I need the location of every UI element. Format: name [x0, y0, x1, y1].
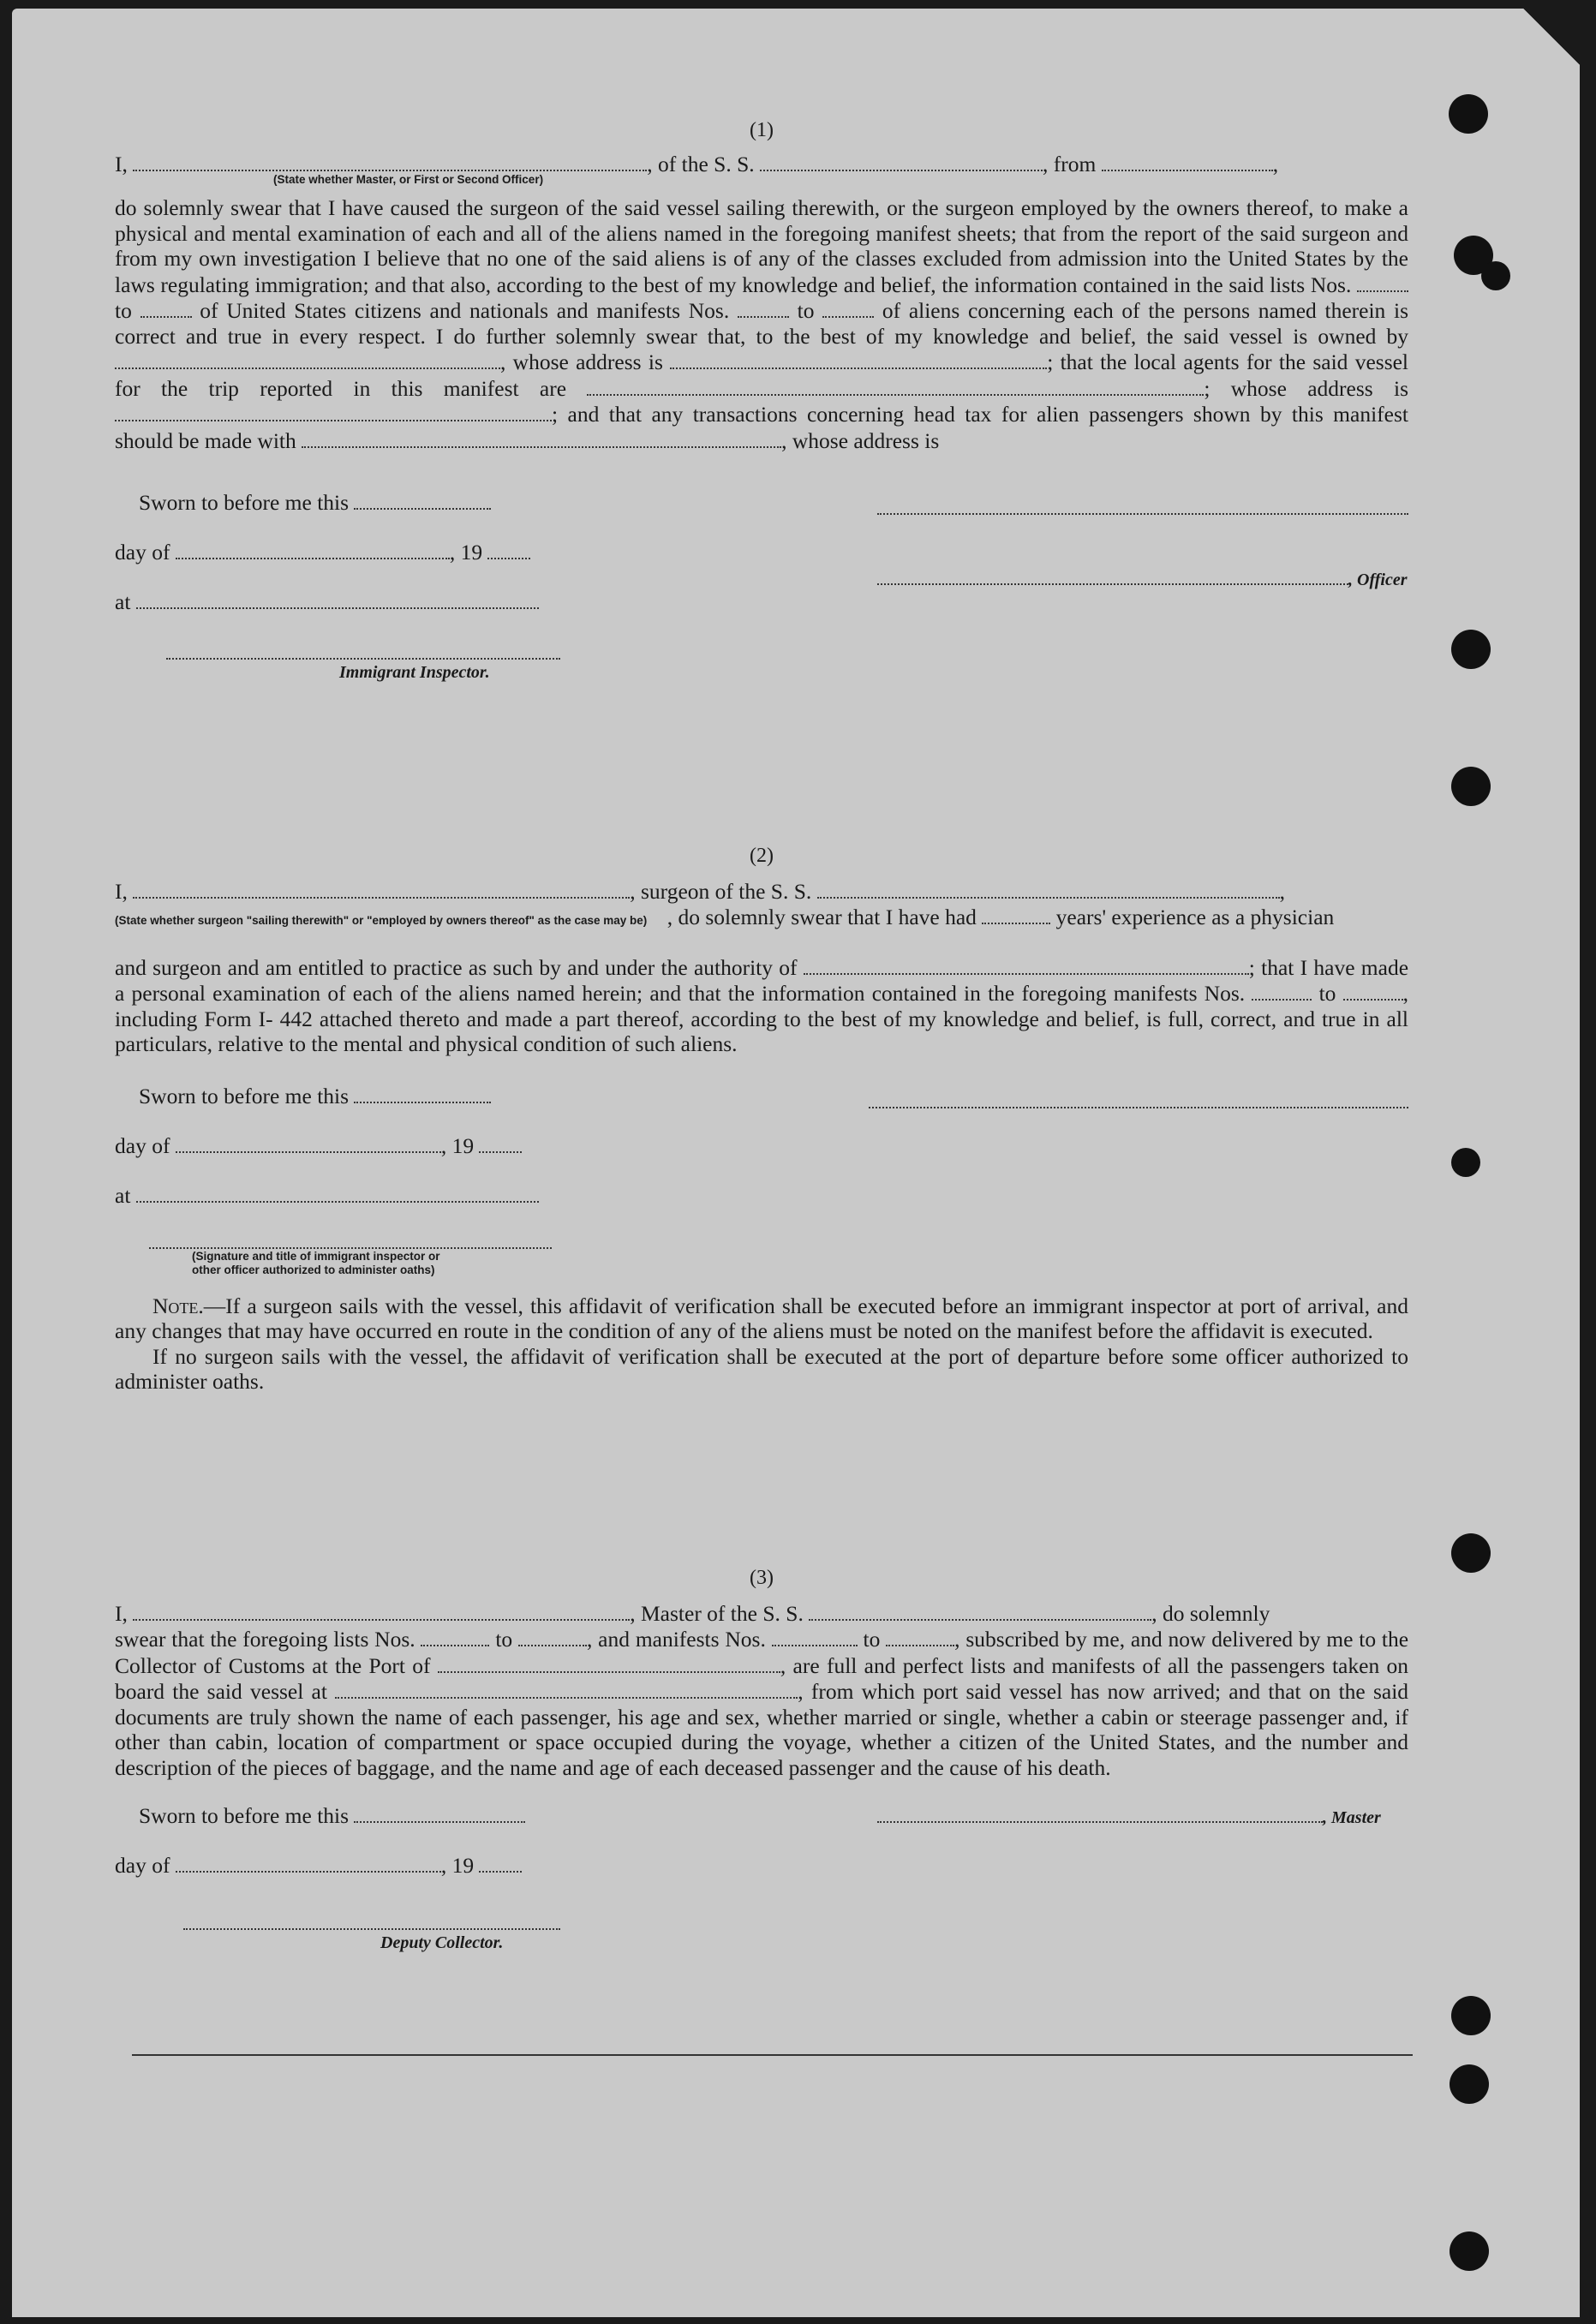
surgeon-line: I, , surgeon of the S. S. ,: [115, 878, 1286, 904]
owner-address-field[interactable]: [670, 349, 1047, 369]
vessel-name-field[interactable]: [809, 1600, 1151, 1621]
surgeon-status-note: (State whether surgeon "sailing therewith" or "employed by owners thereof" as the case may be): [115, 914, 648, 927]
punch-hole: [1451, 1148, 1480, 1177]
section-number: (1): [750, 119, 774, 141]
departure-port-field[interactable]: [1102, 151, 1273, 171]
page-corner-fold: [1520, 9, 1580, 137]
punch-hole: [1451, 1533, 1491, 1573]
lists-to-field[interactable]: [518, 1626, 587, 1646]
affidavit-surgeon: [115, 844, 1408, 1395]
day-of-field[interactable]: [176, 539, 450, 559]
collector-signature-field[interactable]: [183, 1909, 560, 1930]
punch-hole: [1449, 94, 1488, 134]
authority-field[interactable]: [804, 954, 1249, 975]
sworn-block-2: Sworn to before me this day of , 19 at (Signature and title of immigrant inspector or other officer authorized to administer oaths): [115, 1083, 1408, 1271]
lists-from-field[interactable]: [421, 1626, 489, 1646]
section-number: (2): [750, 845, 774, 867]
affidavit-master: [115, 118, 1408, 703]
agents-address-field[interactable]: [115, 401, 552, 421]
local-agents-field[interactable]: [587, 375, 1204, 396]
punch-hole: [1451, 767, 1491, 806]
officer-title-note: (State whether Master, or First or Second Officer): [273, 173, 544, 186]
inspector-signature-field[interactable]: [166, 639, 560, 660]
place-field[interactable]: [136, 1182, 539, 1203]
place-field[interactable]: [136, 588, 539, 609]
section-number: (3): [750, 1567, 774, 1589]
year-field[interactable]: [479, 1852, 522, 1873]
customs-port-field[interactable]: [438, 1652, 780, 1673]
affidavit-master-delivery: [115, 1566, 1408, 1974]
vessel-name-field[interactable]: [760, 151, 1043, 171]
manifests-to-field[interactable]: [822, 297, 874, 318]
year-field[interactable]: [487, 539, 530, 559]
note-paragraph: Note.—If a surgeon sails with the vessel, this affidavit of verification shall be executed before an immigrant inspector at port of arrival, and any changes that may have occurred en route in the condition of any of the aliens must be noted on the manifest before the affidavit is executed.: [115, 1293, 1408, 1343]
punch-hole: [1481, 261, 1510, 290]
manifests-to-field[interactable]: [1343, 980, 1403, 1001]
boarding-port-field[interactable]: [335, 1678, 798, 1699]
manifest-sheet: [12, 9, 1580, 2317]
manifests-from-field[interactable]: [738, 297, 789, 318]
manifests-to-field[interactable]: [886, 1626, 954, 1646]
inspector-label: Immigrant Inspector.: [339, 663, 490, 682]
delivery-paragraph: swear that the foregoing lists Nos. to , and manifests Nos. to , subscribed by me, and now delivered by me to the Collector of Customs at the Port of , are full and perfect lists and manifests of all the passengers taken on board the said vessel at , from which port said vessel has now arrived; and that on the said documents are truly shown the name of each passenger, his age and sex, whether married or single, whether a cabin or steerage passenger and, if other than cabin, location of compartment or space occupied during the voyage, whether a citizen of the United States, and the number and description of the pieces of baggage, and the name and age of each deceased passenger and the cause of his death.: [115, 1627, 1409, 1780]
day-of-field[interactable]: [176, 1852, 441, 1873]
surgeon-line-2: (State whether surgeon "sailing therewith" or "employed by owners thereof" as the case may be) , do solemnly swear that I have had years' experience as a physician: [115, 905, 1335, 929]
head-tax-contact-field[interactable]: [302, 427, 781, 448]
note-paragraph-2: If no surgeon sails with the vessel, the affidavit of verification shall be executed at the port of departure before some officer authorized to administer oaths.: [115, 1343, 1408, 1394]
punch-hole: [1450, 2064, 1489, 2104]
punch-hole: [1450, 2231, 1489, 2271]
punch-hole: [1451, 630, 1491, 669]
years-field[interactable]: [982, 904, 1050, 924]
officer-signature-note: (Signature and title of immigrant inspector or other officer authorized to administer oaths): [192, 1249, 440, 1276]
master-signature-field[interactable]: [877, 1802, 1323, 1823]
owner-field[interactable]: [115, 349, 500, 369]
surgeon-paragraph: and surgeon and am entitled to practice as such by and under the authority of ; that I have made a personal examination of each of the aliens named herein; and that the information contained in the foregoing manifests Nos. to , including Form I- 442 attached thereto and made a part thereof, according to the best of my knowledge and belief, is full, correct, and true in all particulars, relative to the mental and physical condition of such aliens.: [115, 954, 1409, 1056]
oath-paragraph: do solemnly swear that I have caused the surgeon of the said vessel sailing therewith, or the surgeon employed by the owners thereof, to make a physical and mental examination of each and all of the aliens named in the foregoing manifest sheets; that from the report of the said surgeon and from my own investigation I believe that no one of the said aliens is of any of the classes excluded from admission into the United States by the laws regulating immigration; and that also, according to the best of my knowledge and belief, the information contained in the said lists Nos. to of United States citizens and nationals and manifests Nos. to of aliens concerning each of the persons named therein is correct and true in every respect. I do further solemnly swear that, to the best of my knowledge and belief, the said vessel is owned by , whose address is ; that the local agents for the said vessel for the trip reported in this manifest are ; whose address is ; and that any transactions concerning head tax for alien passengers shown by this manifest should be made with , whose address is: [115, 195, 1409, 453]
sworn-block-3: Sworn to before me this , Master day of , 19 Deputy Collector.: [115, 1802, 1408, 1974]
master-delivery-line: I, , Master of the S. S. , do solemnly: [115, 1600, 1270, 1626]
manifests-from-field[interactable]: [1252, 980, 1312, 1001]
lists-from-field[interactable]: [1357, 272, 1408, 292]
surgeon-name-field[interactable]: [133, 878, 630, 899]
sworn-date-field[interactable]: [354, 1802, 525, 1823]
punch-hole: [1451, 1996, 1491, 2035]
vessel-name-field[interactable]: [817, 878, 1280, 899]
officer-title-line[interactable]: [877, 565, 1348, 585]
year-field[interactable]: [479, 1132, 522, 1153]
officer-signature-field[interactable]: [877, 494, 1408, 515]
collector-label: Deputy Collector.: [380, 1933, 504, 1952]
officer-signature-field[interactable]: [149, 1228, 552, 1249]
sworn-date-field[interactable]: [354, 1083, 491, 1103]
sworn-date-field[interactable]: [354, 489, 491, 510]
officer-title-field[interactable]: [133, 151, 647, 171]
bottom-rule: [132, 2054, 1413, 2056]
day-of-field[interactable]: [176, 1132, 441, 1153]
manifests-from-field[interactable]: [772, 1626, 858, 1646]
master-line: I, , of the S. S. , from ,: [115, 151, 1279, 176]
sworn-block-1: Sworn to before me this day of , 19 , Officer at Immigrant Inspector.: [115, 489, 1408, 703]
lists-to-field[interactable]: [140, 297, 192, 318]
surgeon-signature-field[interactable]: [869, 1088, 1408, 1108]
master-name-field[interactable]: [133, 1600, 630, 1621]
